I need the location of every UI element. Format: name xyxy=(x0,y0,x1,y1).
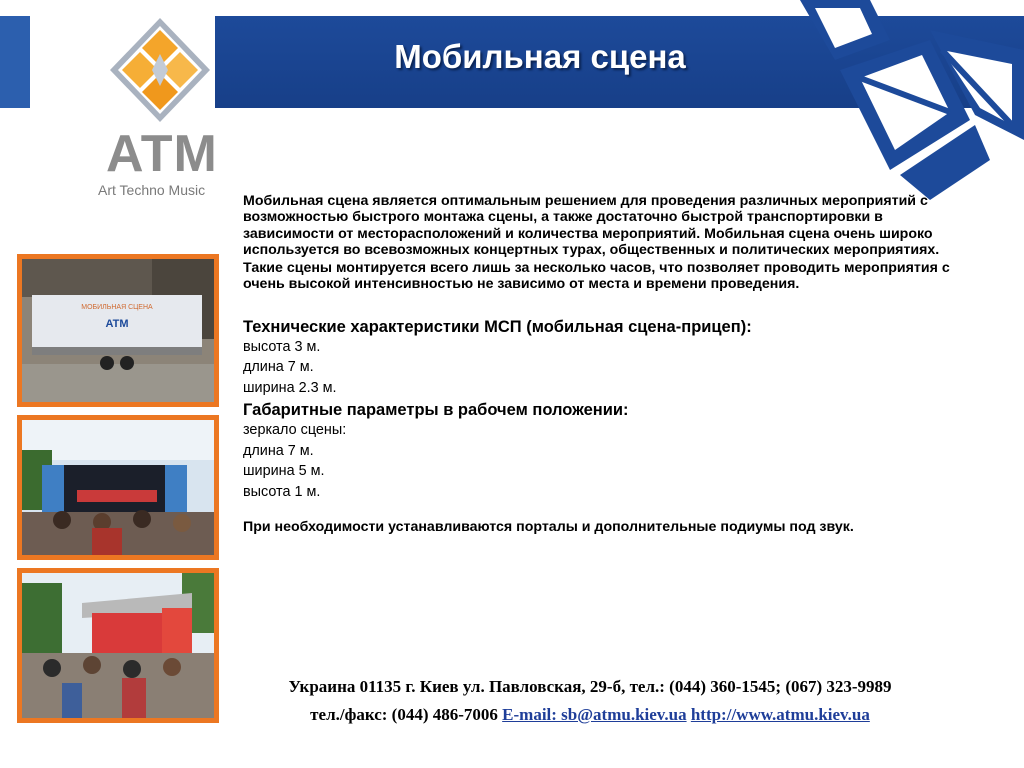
note-paragraph: При необходимости устанавливаются порталы и дополнительные подиумы под звук. xyxy=(243,519,854,536)
trailer-banner-text: МОБИЛЬНАЯ СЦЕНА xyxy=(81,304,153,311)
spec-line: ширина 2.3 м. xyxy=(243,379,337,396)
footer-address: Украина 01135 г. Киев ул. Павловская, 29-б, тел.: (044) 360-1545; (067) 323-9989 xyxy=(288,677,892,696)
footer-line-2 xyxy=(240,701,940,729)
footer-contacts xyxy=(240,673,940,729)
logo-text: ATM xyxy=(106,125,218,183)
logo-subtitle: Art Techno Music xyxy=(98,182,206,198)
trailer-logo-text: ATM xyxy=(105,318,129,330)
spec-line: длина 7 м. xyxy=(243,359,314,376)
header-left-strip xyxy=(0,16,30,108)
work-params-heading: Габаритные параметры в рабочем положении: xyxy=(243,401,629,420)
spec-line: высота 1 м. xyxy=(243,483,321,500)
logo-area xyxy=(30,0,218,210)
spec-line: зеркало сцены: xyxy=(243,422,347,439)
spec-line: длина 7 м. xyxy=(243,442,314,459)
outdoor-event-photo xyxy=(17,568,219,723)
tech-specs-heading: Технические характеристики МСП (мобильная сцена-прицеп): xyxy=(243,317,752,336)
spec-line: ширина 5 м. xyxy=(243,463,325,480)
main-content xyxy=(243,193,953,536)
website-link[interactable]: http://www.atmu.kiev.ua xyxy=(690,705,870,724)
concert-crowd-photo xyxy=(17,415,219,560)
decorative-geometric-frame xyxy=(780,0,1024,200)
intro-paragraph: Мобильная сцена является оптимальным решением для проведения различных мероприятий с возможностью быстрого монтажа сцены, а также достаточно быстрой транспортировки в зависимости от месторасположений и количества мероприятий. Мобильная сцена очень широко используется во всевозможных концертных турах, общественных и политических мероприятиях. xyxy=(243,193,940,258)
page-title: Мобильная сцена xyxy=(394,38,686,75)
stage-trailer-photo xyxy=(17,254,219,407)
spec-line: высота 3 м. xyxy=(243,338,321,355)
assembly-paragraph: Такие сцены монтируется всего лишь за несколько часов, что позволяет проводить мероприятия с очень высокой интенсивностью не зависимо от места и времени проведения. xyxy=(243,260,950,293)
email-link[interactable]: E-mail: sb@atmu.kiev.ua xyxy=(502,705,687,724)
atm-logo-icon xyxy=(108,16,212,124)
footer-fax: тел./факс: (044) 486-7006 xyxy=(310,705,503,724)
